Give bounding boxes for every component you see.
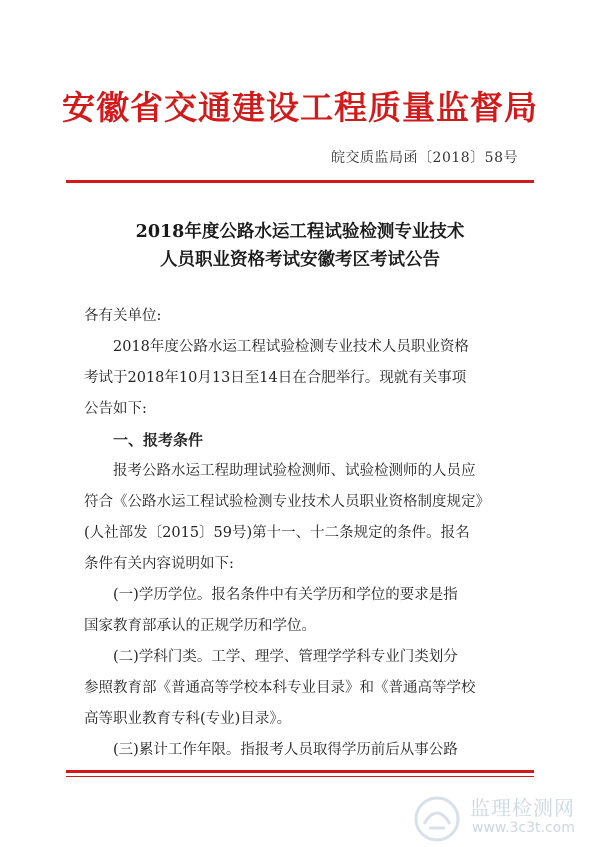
body-line: (一)学历学位。报名条件中有关学历和学位的要求是指 [113,587,458,603]
body-line: 2018年度公路水运工程试验检测专业技术人员职业资格 [113,339,469,355]
site-watermark [410,790,600,847]
body-line: 公告如下: [84,401,147,417]
body-line: 国家教育部承认的正规学历和学位。 [84,618,316,634]
document-number: 皖交质监局函〔2018〕58号 [331,150,518,166]
body-line: 条件有关内容说明如下: [84,556,234,572]
notice-title [60,218,540,274]
body-line: 报考公路水运工程助理试验检测师、试验检测师的人员应 [113,463,476,479]
salutation: 各有关单位: [84,308,162,324]
section-heading: 一、报考条件 [113,431,204,449]
body-line: 考试于2018年10月13日至14日在合肥举行。现就有关事项 [84,370,467,386]
body-line: 符合《公路水运工程试验检测专业技术人员职业资格制度规定》 [84,494,490,510]
body-line: 高等职业教育专科(专业)目录》。 [84,711,292,727]
watermark-site-name: 监理检测网 [470,796,575,820]
body-line: (二)学科门类。工学、理学、管理学学科专业门类划分 [113,649,458,665]
notice-body [84,301,514,766]
red-divider-bottom-thin [66,776,534,777]
body-line: (人社部发〔2015〕59号)第十一、十二条规定的条件。报名 [84,525,470,541]
red-divider-bottom [66,770,534,773]
red-divider-top [66,180,534,183]
notice-title-line-2: 人员职业资格考试安徽考区考试公告 [160,250,440,270]
watermark-logo-icon [410,794,464,844]
agency-masthead: 安徽省交通建设工程质量监督局 [62,88,538,127]
notice-title-line-1: 2018年度公路水运工程试验检测专业技术 [135,222,465,242]
watermark-url: www.3c3t.com [472,820,575,836]
body-line: 参照教育部《普通高等学校本科专业目录》和《普通高等学校 [84,680,476,696]
body-line: (三)累计工作年限。指报考人员取得学历前后从事公路 [113,742,458,758]
